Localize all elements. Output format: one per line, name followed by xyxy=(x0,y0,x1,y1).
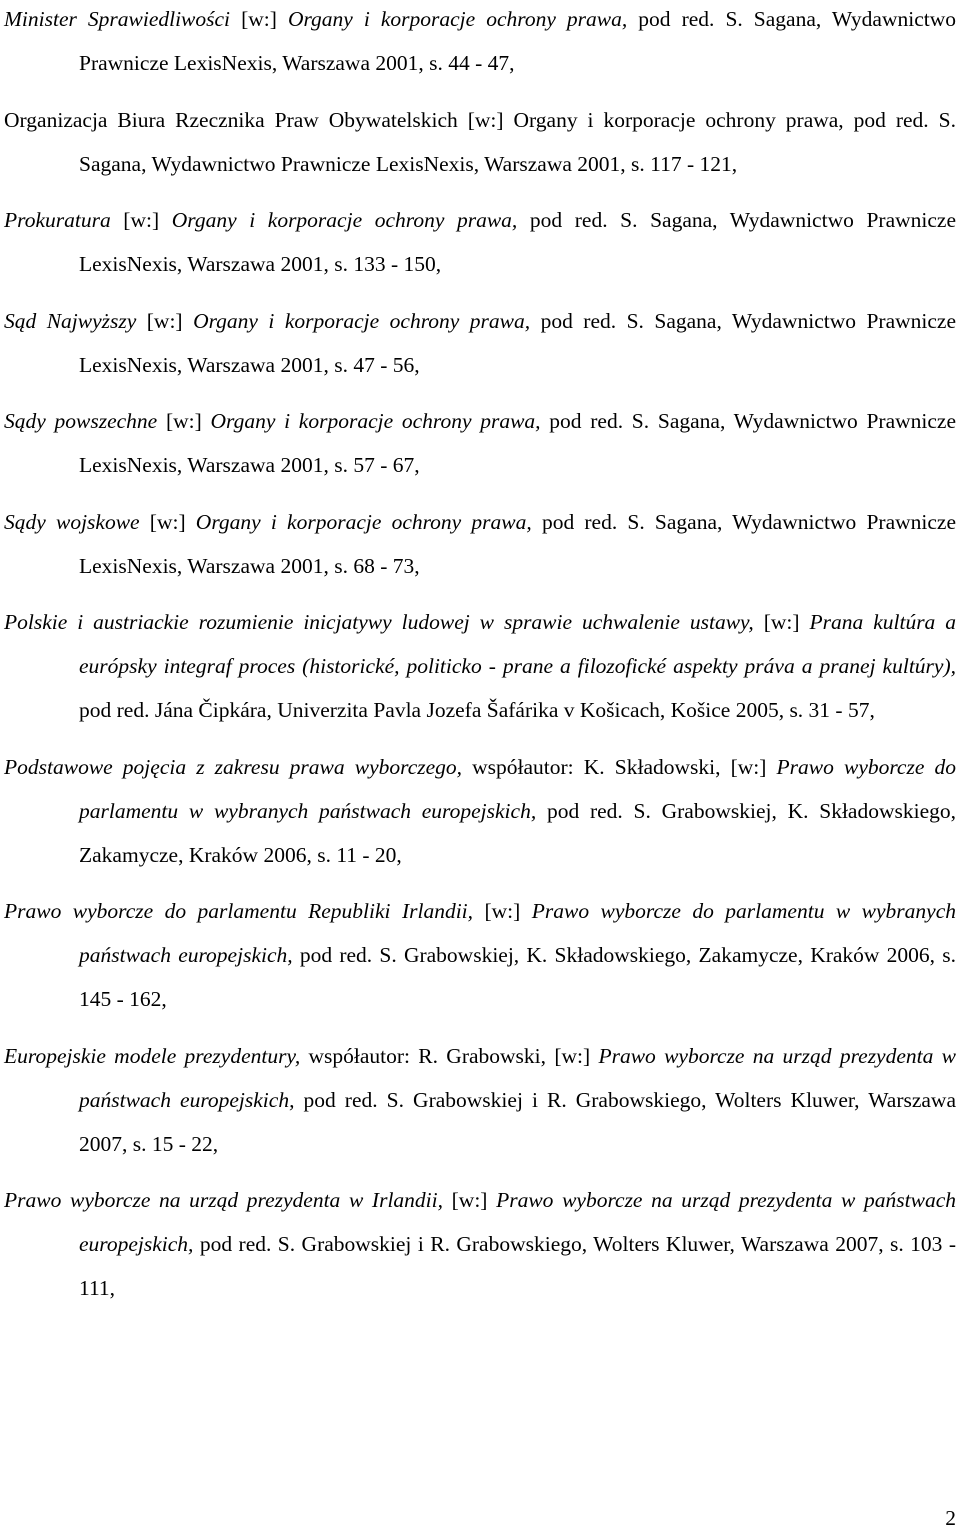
entry-title-text: Prawo wyborcze na urząd prezydenta w Irlandii, xyxy=(4,1188,443,1212)
entry-text: [w:] xyxy=(110,208,172,232)
entry-title-text: Organy i korporacje ochrony prawa, xyxy=(210,409,541,433)
bibliography-entry xyxy=(4,198,956,286)
bibliography-entry xyxy=(4,299,956,387)
entry-title-text: Organy i korporacje ochrony prawa, xyxy=(171,208,518,232)
bibliography-entry xyxy=(4,0,956,85)
entry-text: pod red. S. Grabowskiej i R. Grabowskiego, Wolters Kluwer, Warszawa 2007, s. 103 - 111, xyxy=(79,1232,956,1300)
entry-text: pod red. S. Grabowskiej, K. Składowskiego, Zakamycze, Kraków 2006, s. 145 - 162, xyxy=(79,943,957,1011)
entry-title-text: Prawo wyborcze do parlamentu Republiki Irlandii, xyxy=(4,899,474,923)
bibliography-entry xyxy=(4,399,956,487)
bibliography-entry xyxy=(4,745,956,877)
entry-text: pod red. S. Sagana, Wydawnictwo Prawnicze LexisNexis, Warszawa 2001, s. 68 - 73, xyxy=(79,509,956,578)
entry-title-text: Polskie i austriackie rozumienie inicjatywy ludowej w sprawie uchwalenie ustawy, xyxy=(4,610,754,634)
entry-title-text: Sądy powszechne xyxy=(4,409,158,433)
bibliography-entry xyxy=(4,600,956,732)
entry-text: [w:] xyxy=(753,610,810,634)
entry-text: pod red. Jána Čipkára, Univerzita Pavla Jozefa Šafárika v Košicach, Košice 2005, s. 31 - 57, xyxy=(79,698,875,722)
bibliography-entry xyxy=(4,889,956,1021)
entry-title-text: Organy i korporacje ochrony prawa, xyxy=(193,308,531,333)
entry-title-text: Prana kultúra a európsky integraf proces (historické, politicko - prane a filozofické aspekty práva a pranej kultúry), xyxy=(79,610,957,678)
bibliography-entry xyxy=(4,98,956,186)
entry-title-text: Europejskie modele prezydentury, xyxy=(4,1043,301,1068)
entry-text: pod red. S. Sagana, Wydawnictwo Prawnicze LexisNexis, Warszawa 2001, s. 44 - 47, xyxy=(79,7,957,75)
entry-text: [w:] xyxy=(473,899,532,923)
entry-text: współautor: R. Grabowski, [w:] xyxy=(300,1043,599,1068)
entry-text: Organy i korporacje ochrony prawa, xyxy=(513,107,844,132)
bibliography-entry xyxy=(4,1178,956,1310)
entry-text: pod red. S. Grabowskiej i R. Grabowskiego, Wolters Kluwer, Warszawa 2007, s. 15 - 22, xyxy=(79,1087,956,1156)
entry-title-text: Podstawowe pojęcia z zakresu prawa wyborczego, xyxy=(4,754,463,779)
entry-text: pod red. S. Sagana, Wydawnictwo Prawnicze LexisNexis, Warszawa 2001, s. 47 - 56, xyxy=(79,308,956,377)
page-number: 2 xyxy=(945,1506,956,1530)
entry-text: pod red. S. Sagana, Wydawnictwo Prawnicze LexisNexis, Warszawa 2001, s. 133 - 150, xyxy=(79,208,956,276)
entry-text: współautor: K. Składowski, [w:] xyxy=(462,754,777,779)
entry-title-text: Minister Sprawiedliwości xyxy=(4,7,231,31)
entry-title-text: Prokuratura xyxy=(4,208,111,232)
entry-text: pod red. S. Sagana, Wydawnictwo Prawnicze LexisNexis, Warszawa 2001, s. 57 - 67, xyxy=(79,409,956,477)
entry-text: [w:] xyxy=(139,509,196,534)
entry-title-text: Organy i korporacje ochrony prawa, xyxy=(195,509,532,534)
entry-text: Organizacja Biura Rzecznika Praw Obywatelskich xyxy=(4,107,458,132)
entry-title-text: Sąd Najwyższy xyxy=(4,308,137,333)
entry-title-text: Prawo wyborcze na urząd prezydenta w państwach europejskich, xyxy=(79,1188,956,1256)
entry-text: [w:] xyxy=(136,308,194,333)
bibliography-entry xyxy=(4,500,956,588)
entry-text: pod red. S. Grabowskiej, K. Składowskiego, Zakamycze, Kraków 2006, s. 11 - 20, xyxy=(79,798,956,867)
entry-text: [w:] xyxy=(443,1188,497,1212)
bibliography-list xyxy=(4,0,956,1323)
entry-title-text: Prawo wyborcze do parlamentu w wybranych państwach europejskich, xyxy=(79,899,956,967)
entry-title-text: Sądy wojskowe xyxy=(4,509,140,534)
entry-text: [w:] xyxy=(157,409,211,433)
entry-title-text: Prawo wyborcze na urząd prezydenta w państwach europejskich, xyxy=(79,1043,956,1112)
bibliography-entry xyxy=(4,1034,956,1166)
entry-title-text: Prawo wyborcze do parlamentu w wybranych państwach europejskich, xyxy=(79,754,956,823)
entry-text: [w:] xyxy=(230,7,288,31)
entry-title-text: Organy i korporacje ochrony prawa, xyxy=(287,7,628,31)
entry-text: pod red. S. Sagana, Wydawnictwo Prawnicze LexisNexis, Warszawa 2001, s. 117 - 121, xyxy=(79,107,956,176)
entry-text: [w:] xyxy=(457,107,514,132)
